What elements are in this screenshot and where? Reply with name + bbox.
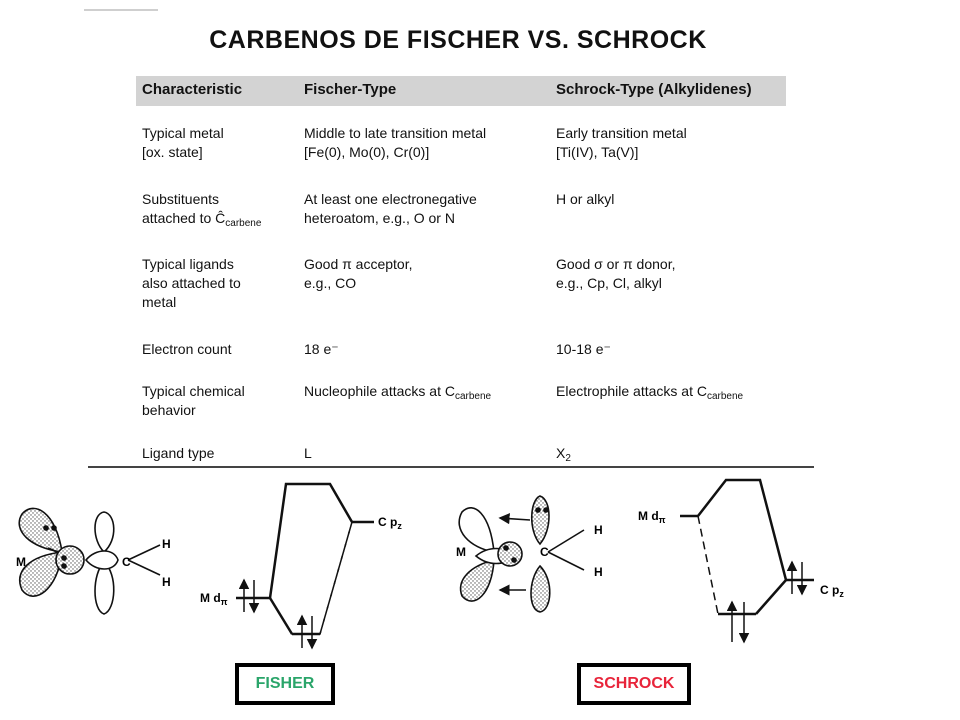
schrock-h2-label: H [594, 565, 603, 579]
schrock-metal-label: M [456, 545, 466, 559]
row-electron-count-schrock [556, 340, 796, 359]
cell-line: metal [142, 294, 177, 310]
fisher-button-label: FISHER [255, 675, 315, 692]
cell-line: Early transition metal [556, 125, 687, 141]
cell-line: e.g., Cp, Cl, alkyl [556, 275, 662, 291]
label-sub: z [397, 521, 402, 531]
row-ligand-type-fischer [304, 444, 554, 463]
cell-line: H or alkyl [556, 191, 615, 207]
row-behavior-schrock [556, 382, 796, 406]
table-bottom-rule [88, 466, 814, 468]
row-behavior-characteristic [142, 382, 302, 420]
row-metal-fischer [304, 124, 554, 162]
cell-line [142, 209, 302, 233]
cell-line: Good σ or π donor, [556, 256, 676, 272]
label-main: C p [820, 583, 840, 597]
fischer-energy-diagram [236, 484, 374, 648]
cell-line: 10-18 e⁻ [556, 341, 611, 357]
row-ligands-characteristic [142, 255, 302, 312]
schrock-button-label: SCHROCK [593, 675, 675, 692]
row-ligands-schrock [556, 255, 796, 293]
top-decorative-line [84, 9, 158, 11]
fischer-cpz-label [378, 515, 402, 531]
schrock-cpz-label [820, 583, 844, 599]
row-metal-schrock [556, 124, 796, 162]
cell-line: Typical metal [142, 125, 224, 141]
cell-line: behavior [142, 402, 196, 418]
row-substituents-characteristic [142, 190, 302, 233]
fisher-button[interactable] [236, 664, 334, 704]
fischer-h2-label: H [162, 575, 171, 589]
subscript: carbene [706, 391, 744, 402]
cell-line: heteroatom, e.g., O or N [304, 210, 455, 226]
cell-line: Typical ligands [142, 256, 234, 272]
label-main: M d [638, 509, 659, 523]
cell-line [304, 382, 554, 406]
cell-text: X [556, 445, 566, 461]
header-fischer: Fischer-Type [304, 81, 397, 98]
row-behavior-fischer [304, 382, 554, 406]
cell-line: [ox. state] [142, 144, 203, 160]
row-substituents-fischer [304, 190, 554, 228]
header-characteristic: Characteristic [142, 81, 243, 98]
row-ligands-fischer [304, 255, 554, 293]
cell-line: [Fe(0), Mo(0), Cr(0)] [304, 144, 430, 160]
fischer-metal-label: M [16, 555, 26, 569]
cell-line: Electron count [142, 341, 232, 357]
cell-line: Typical chemical [142, 383, 245, 399]
schrock-button[interactable] [578, 664, 690, 704]
schrock-orbital-sketch [459, 496, 584, 612]
subscript: carbene [454, 391, 492, 402]
row-metal-characteristic [142, 124, 302, 162]
row-ligand-type-characteristic [142, 444, 302, 463]
fischer-h1-label: H [162, 537, 171, 551]
table-header [136, 76, 786, 106]
cell-line: 18 e⁻ [304, 341, 339, 357]
fischer-orbital-sketch [19, 508, 160, 614]
label-sub: π [658, 515, 666, 525]
cell-text: attached to Ĉ [142, 210, 226, 226]
schrock-mdpi-label [638, 509, 666, 525]
label-sub: z [839, 589, 844, 599]
schrock-energy-diagram [680, 480, 814, 642]
cell-line: Substituents [142, 191, 220, 207]
row-electron-count-fischer [304, 340, 554, 359]
cell-line [556, 444, 796, 468]
row-electron-count-characteristic [142, 340, 302, 359]
label-main: M d [200, 591, 221, 605]
cell-text: Nucleophile attacks at C [304, 383, 455, 399]
label-sub: π [220, 597, 228, 607]
cell-line: Good π acceptor, [304, 256, 413, 272]
row-substituents-schrock [556, 190, 796, 209]
subscript: carbene [225, 218, 262, 229]
page-title: CARBENOS DE FISCHER VS. SCHROCK [209, 26, 707, 54]
cell-line: e.g., CO [304, 275, 357, 291]
cell-line: At least one electronegative [304, 191, 477, 207]
cell-line: Middle to late transition metal [304, 125, 487, 141]
cell-line: Ligand type [142, 445, 215, 461]
schrock-h1-label: H [594, 523, 603, 537]
orbital-diagrams [0, 470, 960, 660]
row-ligand-type-schrock [556, 444, 796, 468]
schrock-carbon-label: C [540, 545, 549, 559]
fischer-mdpi-label [200, 591, 228, 607]
label-main: C p [378, 515, 398, 529]
cell-line: also attached to [142, 275, 241, 291]
cell-line: L [304, 445, 312, 461]
cell-line: [Ti(IV), Ta(V)] [556, 144, 639, 160]
cell-line [556, 382, 796, 406]
fischer-carbon-label: C [122, 555, 131, 569]
subscript: 2 [565, 453, 571, 464]
cell-text: Electrophile attacks at C [556, 383, 707, 399]
header-schrock: Schrock-Type (Alkylidenes) [556, 81, 752, 98]
